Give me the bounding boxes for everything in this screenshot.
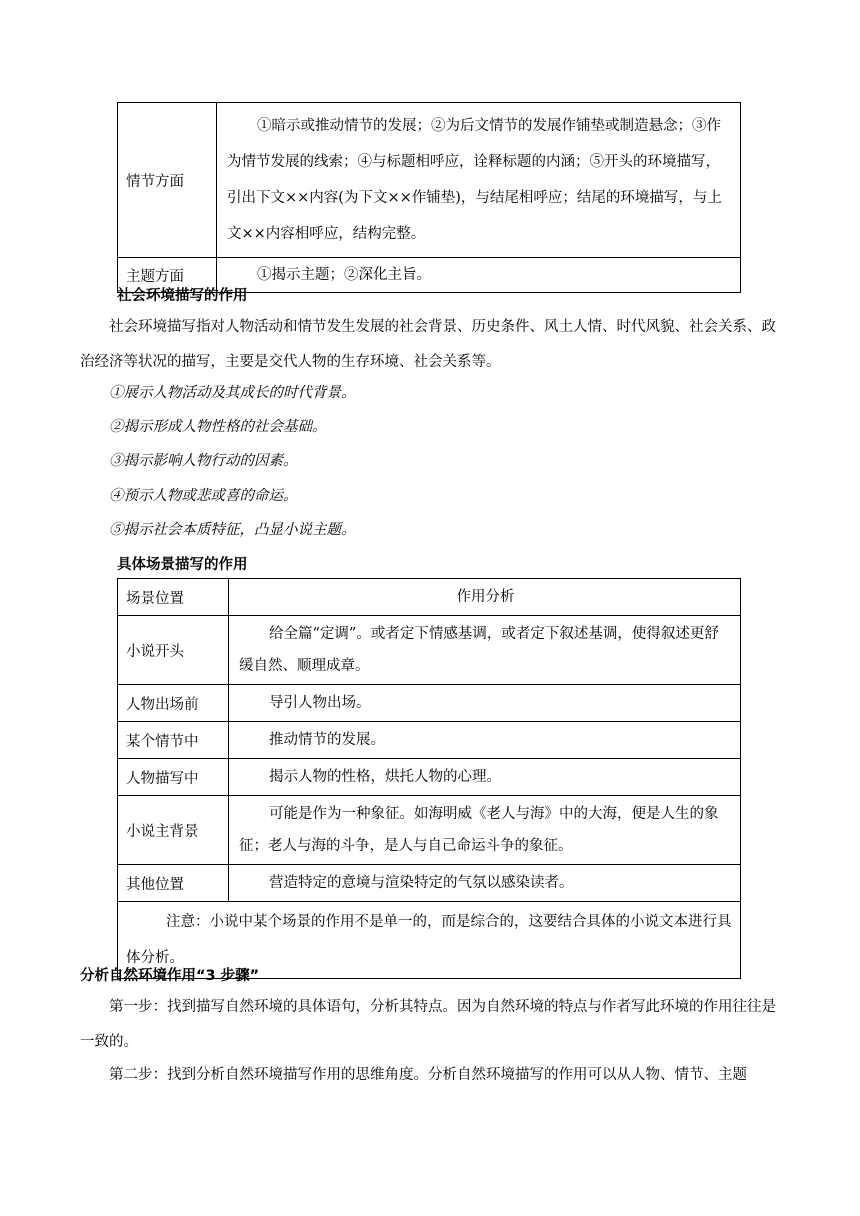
list-item: ①展示人物活动及其成长的时代背景。	[109, 385, 356, 401]
table-row	[118, 685, 741, 722]
row-content: ①暗示或推动情节的发展；②为后文情节的发展作铺垫或制造悬念；③作为情节发展的线索；④与标题相呼应，诠释标题的内涵；⑤开头的环境描写，引出下文××内容(为下文××作铺垫)，与结尾相呼应；结尾的环境描写，与上文××内容相呼应，结构完整。	[227, 118, 722, 242]
table-row	[118, 759, 741, 796]
list-item: ⑤揭示社会本质特征，凸显小说主题。	[109, 522, 356, 538]
table-row	[118, 796, 741, 865]
table-header-row	[118, 579, 741, 616]
section-heading: 具体场景描写的作用	[117, 557, 248, 573]
row-analysis: 揭示人物的性格，烘托人物的心理。	[269, 769, 501, 785]
list-item: ③揭示影响人物行动的因素。	[109, 453, 298, 469]
row-analysis: 可能是作为一种象征。如海明威《老人与海》中的大海，便是人生的象征；老人与海的斗争，是人与自己命运斗争的象征。	[239, 806, 719, 854]
row-position: 某个情节中	[118, 722, 229, 759]
col-header-analysis: 作用分析	[229, 579, 741, 616]
paragraph: 第一步：找到描写自然环境的具体语句，分析其特点。因为自然环境的特点与作者写此环境的作用往往是一致的。	[80, 999, 776, 1050]
row-analysis: 推动情节的发展。	[269, 732, 385, 748]
plot-theme-table	[117, 102, 741, 293]
paragraph: 社会环境描写指对人物活动和情节发生发展的社会背景、历史条件、风土人情、时代风貌、社会关系、政治经济等状况的描写，主要是交代人物的生存环境、社会关系等。	[80, 319, 776, 370]
col-header-position: 场景位置	[118, 579, 229, 616]
table-row	[118, 865, 741, 902]
row-analysis: 导引人物出场。	[269, 695, 371, 711]
table-note: 注意：小说中某个场景的作用不是单一的，而是综合的，这要结合具体的小说文本进行具体分析。	[118, 902, 741, 979]
row-content: ①揭示主题；②深化主旨。	[257, 267, 431, 283]
list-item: ④预示人物或悲或喜的命运。	[109, 488, 298, 504]
section-heading: 社会环境描写的作用	[117, 288, 248, 304]
paragraph: 第二步：找到分析自然环境描写作用的思维角度。分析自然环境描写的作用可以从人物、情节、主题	[109, 1067, 747, 1083]
table-row	[118, 103, 741, 258]
table-row	[118, 722, 741, 759]
row-position: 人物描写中	[118, 759, 229, 796]
list-item: ②揭示形成人物性格的社会基础。	[109, 419, 327, 435]
scene-table	[117, 578, 741, 979]
row-position: 小说主背景	[118, 796, 229, 865]
table-row	[118, 616, 741, 685]
row-label: 主题方面	[118, 258, 217, 293]
row-position: 小说开头	[118, 616, 229, 685]
row-analysis: 给全篇“定调”。或者定下情感基调，或者定下叙述基调，使得叙述更舒缓自然、顺理成章。	[239, 626, 719, 674]
section-heading: 分析自然环境作用“3 步骤”	[80, 968, 260, 984]
row-label: 情节方面	[118, 103, 217, 258]
row-position: 人物出场前	[118, 685, 229, 722]
row-position: 其他位置	[118, 865, 229, 902]
row-analysis: 营造特定的意境与渲染特定的气氛以感染读者。	[269, 875, 574, 891]
